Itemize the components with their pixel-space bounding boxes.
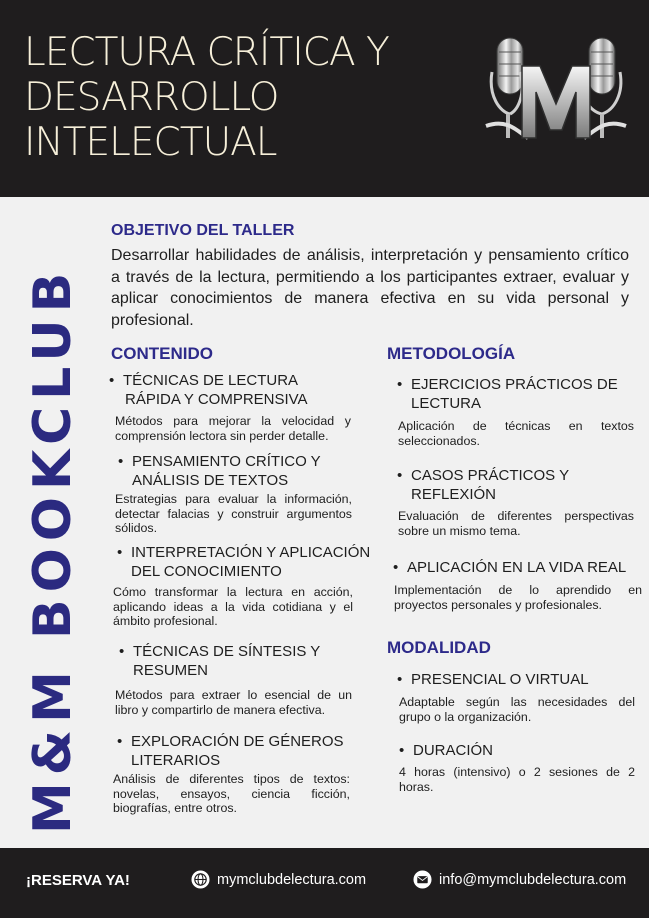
list-item-title: PENSAMIENTO CRÍTICO Y <box>132 453 321 470</box>
list-item-title: TÉCNICAS DE SÍNTESIS Y <box>133 643 321 660</box>
list-item-title: RÁPIDA Y COMPRENSIVA <box>125 391 308 408</box>
list-item-title: LECTURA <box>411 395 482 412</box>
list-item-desc: Implementación de lo aprendido en proyectos personales y profesionales. <box>394 583 642 612</box>
objetivo-heading: OBJETIVO DEL TALLER <box>111 222 295 239</box>
title-line: LECTURA CRÍTICA Y <box>24 30 389 75</box>
list-item-title: APLICACIÓN EN LA VIDA REAL <box>407 559 627 576</box>
list-item-desc: Métodos para extraer lo esencial de un libro y compartirlo de manera efectiva. <box>115 688 352 717</box>
list-item-desc: Estrategias para evaluar la información, detectar falacias y construir argumentos sólidos. <box>115 492 352 535</box>
list-item: • EXPLORACIÓN DE GÉNEROS LITERARIOS <box>131 732 371 770</box>
page-title <box>24 30 454 165</box>
list-item-title: CASOS PRÁCTICOS Y <box>411 467 570 484</box>
list-item: • PRESENCIAL O VIRTUAL <box>411 670 641 689</box>
list-item-desc: Adaptable según las necesidades del grupo o la organización. <box>399 695 635 724</box>
envelope-icon <box>413 870 432 889</box>
objetivo-text: Desarrollar habilidades de análisis, interpretación y pensamiento crítico a través de la lectura, permitiendo a los participantes extraer, evaluar y aplicar conocimientos de manera efectiva en su vida personal y profesional. <box>111 247 629 329</box>
list-item-desc: Aplicación de técnicas en textos seleccionados. <box>398 419 634 448</box>
list-item-title: PRESENCIAL O VIRTUAL <box>411 671 589 688</box>
list-item-desc: Cómo transformar la lectura en acción, aplicando ideas a la vida cotidiana y el ámbito profesional. <box>113 585 353 628</box>
title-line: DESARROLLO <box>24 75 279 120</box>
list-item: • INTERPRETACIÓN Y APLICACIÓN DEL CONOCIMIENTO <box>131 543 376 581</box>
list-item-desc: 4 horas (intensivo) o 2 sesiones de 2 horas. <box>399 765 635 794</box>
list-item-title: EJERCICIOS PRÁCTICOS DE <box>411 376 618 393</box>
metodologia-heading: METODOLOGÍA <box>387 344 516 363</box>
list-item-desc: Análisis de diferentes tipos de textos: novelas, ensayos, ciencia ficción, biografías, entre otros. <box>113 772 350 815</box>
list-item-title: RESUMEN <box>133 662 209 679</box>
title-line: INTELECTUAL <box>24 120 277 165</box>
list-item-title: DEL CONOCIMIENTO <box>131 563 282 580</box>
list-item-desc: Evaluación de diferentes perspectivas sobre un mismo tema. <box>398 509 634 538</box>
list-item: • APLICACIÓN EN LA VIDA REAL <box>407 558 642 577</box>
list-item: • TÉCNICAS DE LECTURA RÁPIDA Y COMPRENSIVA <box>123 371 363 409</box>
side-brand-text: M&M BOOKCLUB <box>23 265 83 834</box>
list-item: • EJERCICIOS PRÁCTICOS DE LECTURA <box>411 375 641 413</box>
list-item-title: TÉCNICAS DE LECTURA <box>123 372 299 389</box>
list-item-title: EXPLORACIÓN DE GÉNEROS <box>131 733 344 750</box>
list-item-desc: Métodos para mejorar la velocidad y comprensión lectora sin perder detalle. <box>115 414 351 443</box>
email-link[interactable]: info@mymclubdelectura.com <box>439 872 627 888</box>
list-item: • PENSAMIENTO CRÍTICO Y ANÁLISIS DE TEXTOS <box>132 452 372 490</box>
globe-icon <box>191 870 210 889</box>
list-item-title: DURACIÓN <box>413 742 494 759</box>
microphones-mm-logo-icon <box>478 34 634 146</box>
list-item-title: ANÁLISIS DE TEXTOS <box>132 472 289 489</box>
list-item: • DURACIÓN <box>413 741 643 760</box>
website-link[interactable]: mymclubdelectura.com <box>217 872 367 888</box>
list-item-title: INTERPRETACIÓN Y APLICACIÓN <box>131 544 371 561</box>
list-item-title: REFLEXIÓN <box>411 486 497 503</box>
list-item: • CASOS PRÁCTICOS Y REFLEXIÓN <box>411 466 641 504</box>
list-item-title: LITERARIOS <box>131 752 221 769</box>
reserve-cta[interactable]: ¡RESERVA YA! <box>26 872 130 889</box>
modalidad-heading: MODALIDAD <box>387 638 491 657</box>
list-item: • TÉCNICAS DE SÍNTESIS Y RESUMEN <box>133 642 373 680</box>
contenido-heading: CONTENIDO <box>111 344 213 363</box>
